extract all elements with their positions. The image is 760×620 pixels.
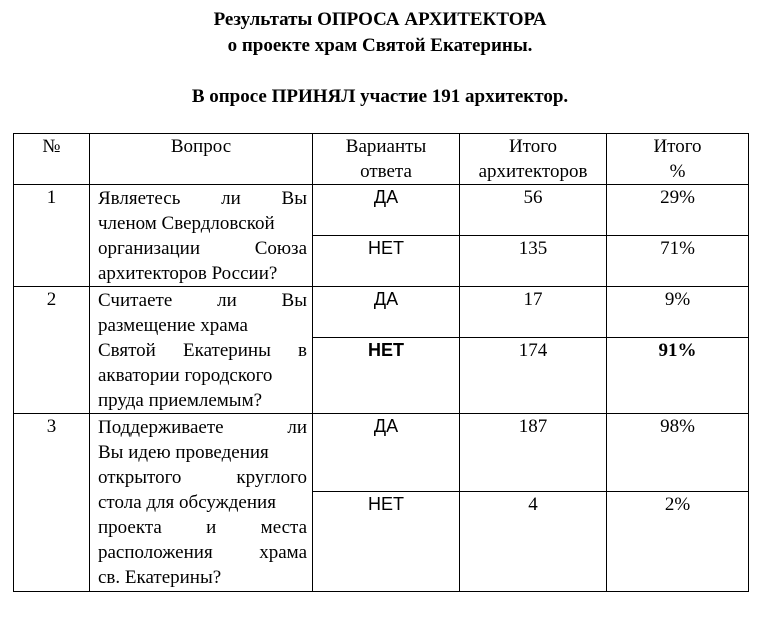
question-text [90, 185, 313, 287]
question-line: Поддерживаете ли [98, 417, 307, 438]
answer-count: 187 [460, 414, 607, 492]
question-line: стола для обсуждения [98, 492, 276, 513]
answer-percent: 91% [607, 338, 749, 414]
answer-option: ДА [313, 185, 460, 236]
question-number: 3 [14, 414, 90, 592]
answer-count: 174 [460, 338, 607, 414]
survey-results-table [13, 133, 749, 592]
question-line: расположения храма [98, 542, 307, 563]
answer-count: 56 [460, 185, 607, 236]
question-line: пруда приемлемым? [98, 390, 263, 411]
question-line: архитекторов России? [98, 263, 278, 284]
answer-option: НЕТ [313, 236, 460, 287]
question-text [90, 287, 313, 414]
question-line: организации Союза [98, 238, 307, 259]
answer-percent: 29% [607, 185, 749, 236]
header-question: Вопрос [90, 134, 313, 185]
report-title-line-1: Результаты ОПРОСА АРХИТЕКТОРА [213, 9, 547, 30]
question-line: Являетесь ли Вы [98, 188, 307, 209]
question-number: 1 [14, 185, 90, 287]
question-line: открытого круглого [98, 467, 307, 488]
answer-count: 4 [460, 492, 607, 592]
header-options-line-1: Варианты [345, 136, 427, 157]
header-total-line-1: Итого [508, 136, 558, 157]
table-header-row [14, 134, 749, 185]
answer-count: 17 [460, 287, 607, 338]
question-line: Святой Екатерины в [98, 340, 307, 361]
question-line: Считаете ли Вы [98, 290, 307, 311]
header-number: № [14, 134, 90, 185]
question-line: св. Екатерины? [98, 567, 222, 588]
question-line: проекта и места [98, 517, 307, 538]
answer-option: ДА [313, 287, 460, 338]
header-percent-line-2: % [669, 161, 686, 182]
header-total-line-2: архитекторов [478, 161, 588, 182]
table-row [14, 287, 749, 338]
answer-option: НЕТ [313, 338, 460, 414]
answer-percent: 9% [607, 287, 749, 338]
header-percent-line-1: Итого [653, 136, 702, 157]
answer-percent: 71% [607, 236, 749, 287]
answer-option: НЕТ [313, 492, 460, 592]
table-row [14, 414, 749, 492]
question-line: членом Свердловской [98, 213, 275, 234]
answer-percent: 2% [607, 492, 749, 592]
answer-count: 135 [460, 236, 607, 287]
participants-summary: В опросе ПРИНЯЛ участие 191 архитектор. [191, 86, 569, 107]
header-options-line-2: ответа [360, 161, 412, 182]
question-number: 2 [14, 287, 90, 414]
question-line: размещение храма [98, 315, 248, 336]
question-text [90, 414, 313, 592]
question-line: Вы идею проведения [98, 442, 269, 463]
table-row [14, 185, 749, 236]
header-total-architects [460, 134, 607, 185]
answer-percent: 98% [607, 414, 749, 492]
header-options [313, 134, 460, 185]
answer-option: ДА [313, 414, 460, 492]
question-line: акватории городского [98, 365, 273, 386]
report-title-line-2: о проекте храм Святой Екатерины. [227, 35, 533, 56]
header-total-percent [607, 134, 749, 185]
